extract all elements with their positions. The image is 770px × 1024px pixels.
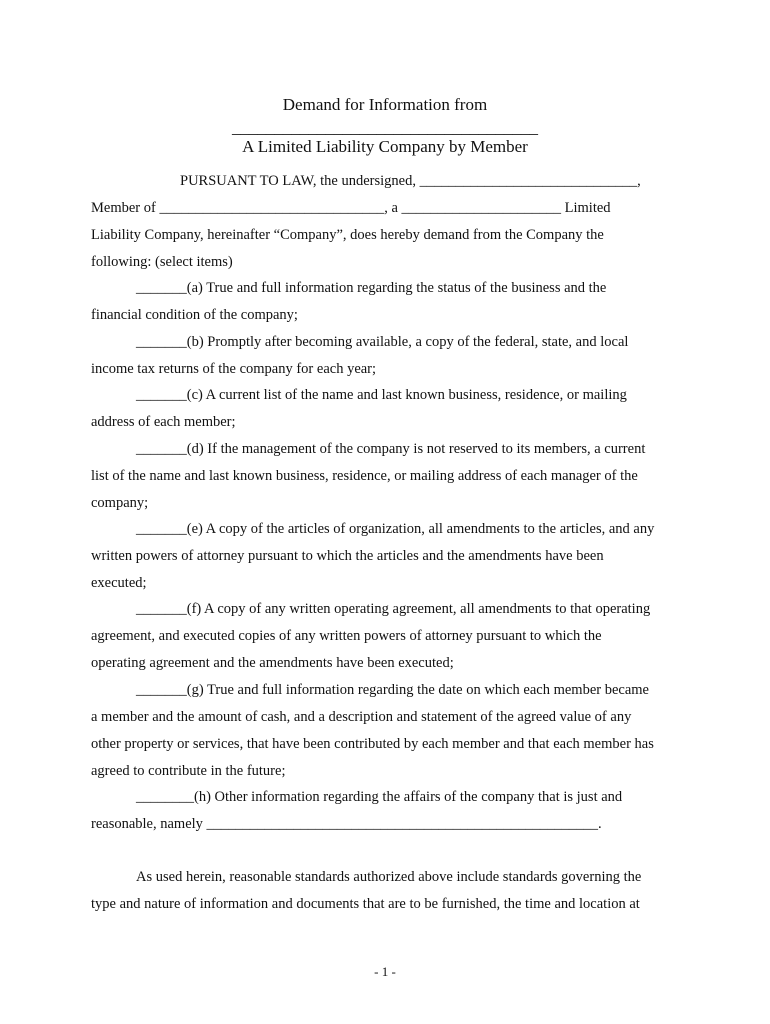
item-a-line-2: financial condition of the company;: [91, 307, 298, 323]
item-g-line-4: agreed to contribute in the future;: [91, 763, 286, 779]
intro-line-1: PURSUANT TO LAW, the undersigned, ______________________________,: [180, 173, 641, 189]
item-b-line-1: _______(b) Promptly after becoming available, a copy of the federal, state, and local: [136, 334, 629, 350]
document-title: Demand for Information from: [282, 95, 488, 114]
item-d-line-1: _______(d) If the management of the company is not reserved to its members, a current: [136, 441, 646, 457]
standards-line-2: type and nature of information and documents that are to be furnished, the time and location at: [91, 896, 640, 912]
item-f-line-3: operating agreement and the amendments have been executed;: [91, 655, 454, 671]
document-subtitle: A Limited Liability Company by Member: [242, 137, 528, 156]
item-b-line-2: income tax returns of the company for each year;: [91, 361, 377, 377]
item-d-line-2: list of the name and last known business, residence, or mailing address of each manager of the: [91, 468, 638, 484]
item-f-line-1: _______(f) A copy of any written operating agreement, all amendments to that operating: [136, 601, 651, 617]
intro-line-4: following: (select items): [91, 254, 233, 270]
intro-line-3: Liability Company, hereinafter “Company”, does hereby demand from the Company the: [91, 227, 604, 243]
item-d-line-3: company;: [91, 495, 149, 511]
item-e-line-3: executed;: [91, 575, 147, 591]
standards-line-1: As used herein, reasonable standards authorized above include standards governing the: [136, 869, 642, 885]
item-f-line-2: agreement, and executed copies of any written powers of attorney pursuant to which the: [91, 628, 602, 644]
item-h-line-2: reasonable, namely ______________________________________________________.: [91, 816, 602, 832]
item-g-line-3: other property or services, that have been contributed by each member and that each member has: [91, 736, 654, 752]
item-h-line-1: ________(h) Other information regarding the affairs of the company that is just and: [136, 789, 623, 805]
item-c-line-2: address of each member;: [91, 414, 236, 430]
item-g-line-2: a member and the amount of cash, and a description and statement of the agreed value of any: [91, 709, 632, 725]
item-g-line-1: _______(g) True and full information regarding the date on which each member became: [136, 682, 649, 698]
company-name-blank: ____________________________________: [232, 118, 538, 137]
item-e-line-1: _______(e) A copy of the articles of organization, all amendments to the articles, and any: [136, 521, 655, 537]
item-a-line-1: _______(a) True and full information regarding the status of the business and the: [136, 280, 607, 296]
page-number: - 1 -: [374, 964, 396, 979]
item-e-line-2: written powers of attorney pursuant to which the articles and the amendments have been: [91, 548, 604, 564]
intro-line-2: Member of _______________________________, a ______________________ Limited: [91, 200, 611, 216]
item-c-line-1: _______(c) A current list of the name and last known business, residence, or mailing: [136, 387, 627, 403]
